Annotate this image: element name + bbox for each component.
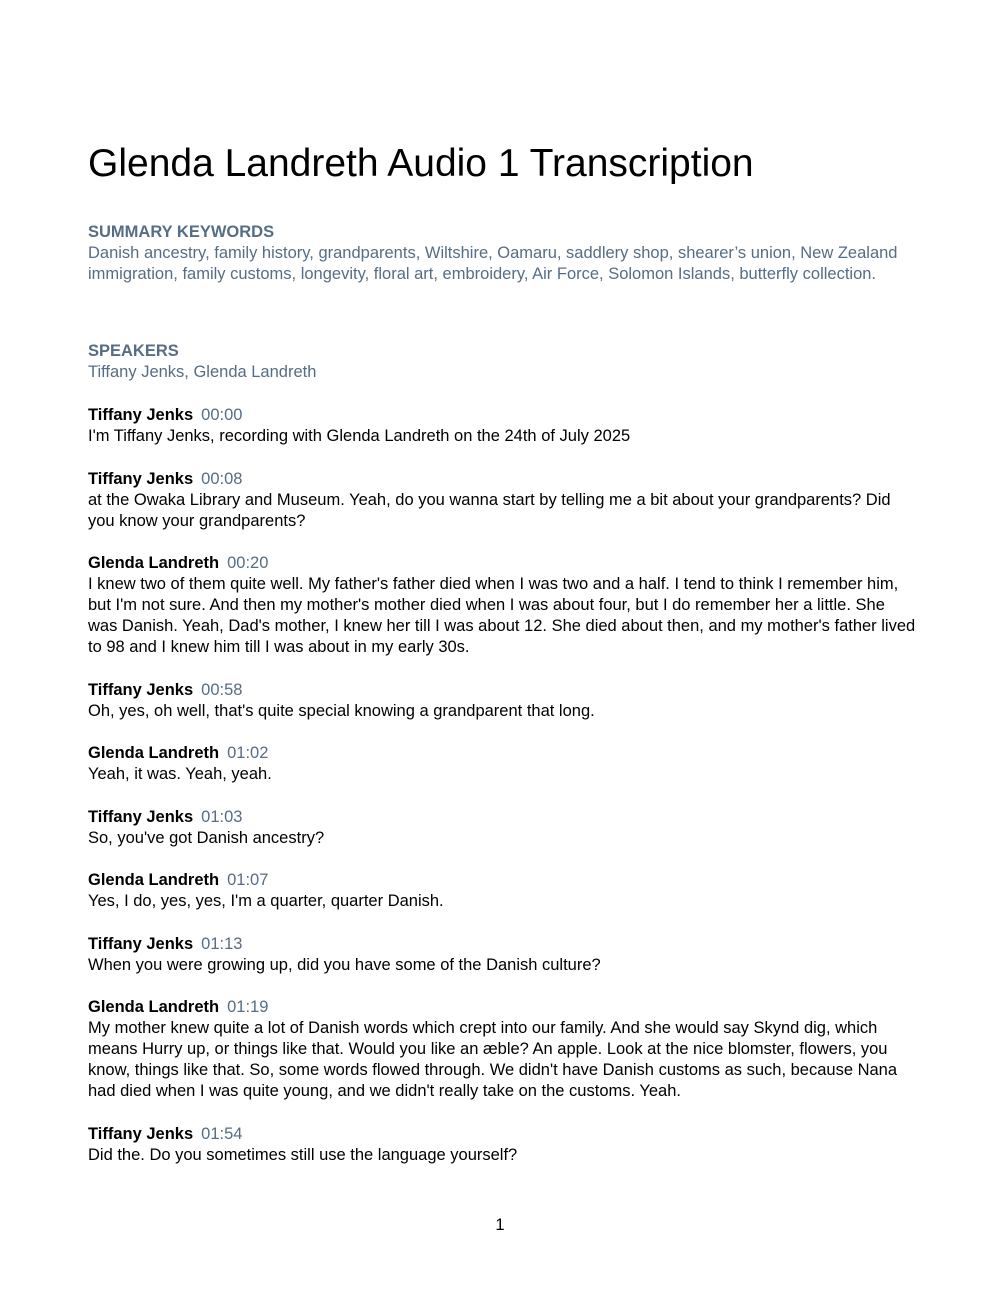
speaker-name: Glenda Landreth [88, 744, 220, 762]
summary-keywords-section [88, 222, 918, 285]
speakers-names: Tiffany Jenks, Glenda Landreth [88, 363, 317, 381]
transcript-entry [88, 743, 918, 785]
transcript-entry [88, 680, 918, 722]
transcript-body [88, 405, 918, 1187]
utterance-text: Oh, yes, oh well, that's quite special knowing a grandparent that long. [88, 701, 595, 720]
timestamp: 01:19 [227, 998, 269, 1016]
speaker-name: Glenda Landreth [88, 998, 220, 1016]
timestamp: 00:08 [201, 469, 243, 488]
speaker-name: Glenda Landreth [88, 871, 220, 889]
utterance-text: Yes, I do, yes, yes, I'm a quarter, quarter Danish. [88, 892, 444, 910]
timestamp: 00:20 [227, 554, 269, 572]
timestamp: 00:58 [201, 680, 243, 699]
speaker-name: Tiffany Jenks [88, 1124, 194, 1143]
speaker-name: Tiffany Jenks [88, 934, 194, 953]
transcript-entry [88, 870, 918, 912]
transcript-entry [88, 1124, 918, 1166]
speaker-name: Tiffany Jenks [88, 807, 194, 826]
timestamp: 01:07 [227, 871, 269, 889]
utterance-text: Did the. Do you sometimes still use the language yourself? [88, 1145, 518, 1164]
transcript-entry [88, 934, 918, 976]
summary-keywords-heading: SUMMARY KEYWORDS [88, 223, 275, 241]
speaker-name: Tiffany Jenks [88, 680, 194, 699]
transcript-entry [88, 997, 918, 1102]
transcript-entry [88, 405, 918, 447]
page-title: Glenda Landreth Audio 1 Transcription [88, 142, 754, 185]
utterance-text: at the Owaka Library and Museum. Yeah, do you wanna start by telling me a bit about your grandparents? Did you know your grandparents? [88, 490, 891, 530]
timestamp: 01:13 [201, 934, 243, 953]
speaker-name: Glenda Landreth [88, 554, 220, 572]
utterance-text: Yeah, it was. Yeah, yeah. [88, 765, 272, 783]
transcript-entry [88, 807, 918, 849]
timestamp: 01:03 [201, 807, 243, 826]
utterance-text: My mother knew quite a lot of Danish words which crept into our family. And she would say Skynd dig, which means Hurry up, or things like that. Would you like an æble? An apple. Look at the nice blomster, flowers, you know, things like that. So, some words flowed through. We didn't have Danish customs as such, because Nana had died when I was quite young, and we didn't really take on the customs. Yeah. [88, 1019, 898, 1100]
transcript-entry [88, 553, 918, 658]
utterance-text: So, you've got Danish ancestry? [88, 828, 325, 847]
speakers-section [88, 341, 918, 383]
speaker-name: Tiffany Jenks [88, 469, 194, 488]
timestamp: 01:54 [201, 1124, 243, 1143]
page-number: 1 [495, 1216, 505, 1234]
timestamp: 00:00 [201, 406, 243, 424]
speakers-heading: SPEAKERS [88, 342, 179, 360]
utterance-text: I'm Tiffany Jenks, recording with Glenda Landreth on the 24th of July 2025 [88, 427, 631, 445]
utterance-text: When you were growing up, did you have some of the Danish culture? [88, 955, 601, 974]
timestamp: 01:02 [227, 744, 269, 762]
speaker-name: Tiffany Jenks [88, 406, 194, 424]
summary-keywords-text: Danish ancestry, family history, grandparents, Wiltshire, Oamaru, saddlery shop, shearer’s union, New Zealand immigration, family customs, longevity, floral art, embroidery, Air Force, Solomon Islands, butterfly collection. [88, 244, 898, 283]
utterance-text: I knew two of them quite well. My father's father died when I was two and a half. I tend to think I remember him, but I'm not sure. And then my mother's mother died when I was about four, but I do remember her a little. She was Danish. Yeah, Dad's mother, I knew her till I was about 12. She died about then, and my mother's father lived to 98 and I knew him till I was about in my early 30s. [88, 575, 916, 656]
transcript-entry [88, 469, 918, 532]
